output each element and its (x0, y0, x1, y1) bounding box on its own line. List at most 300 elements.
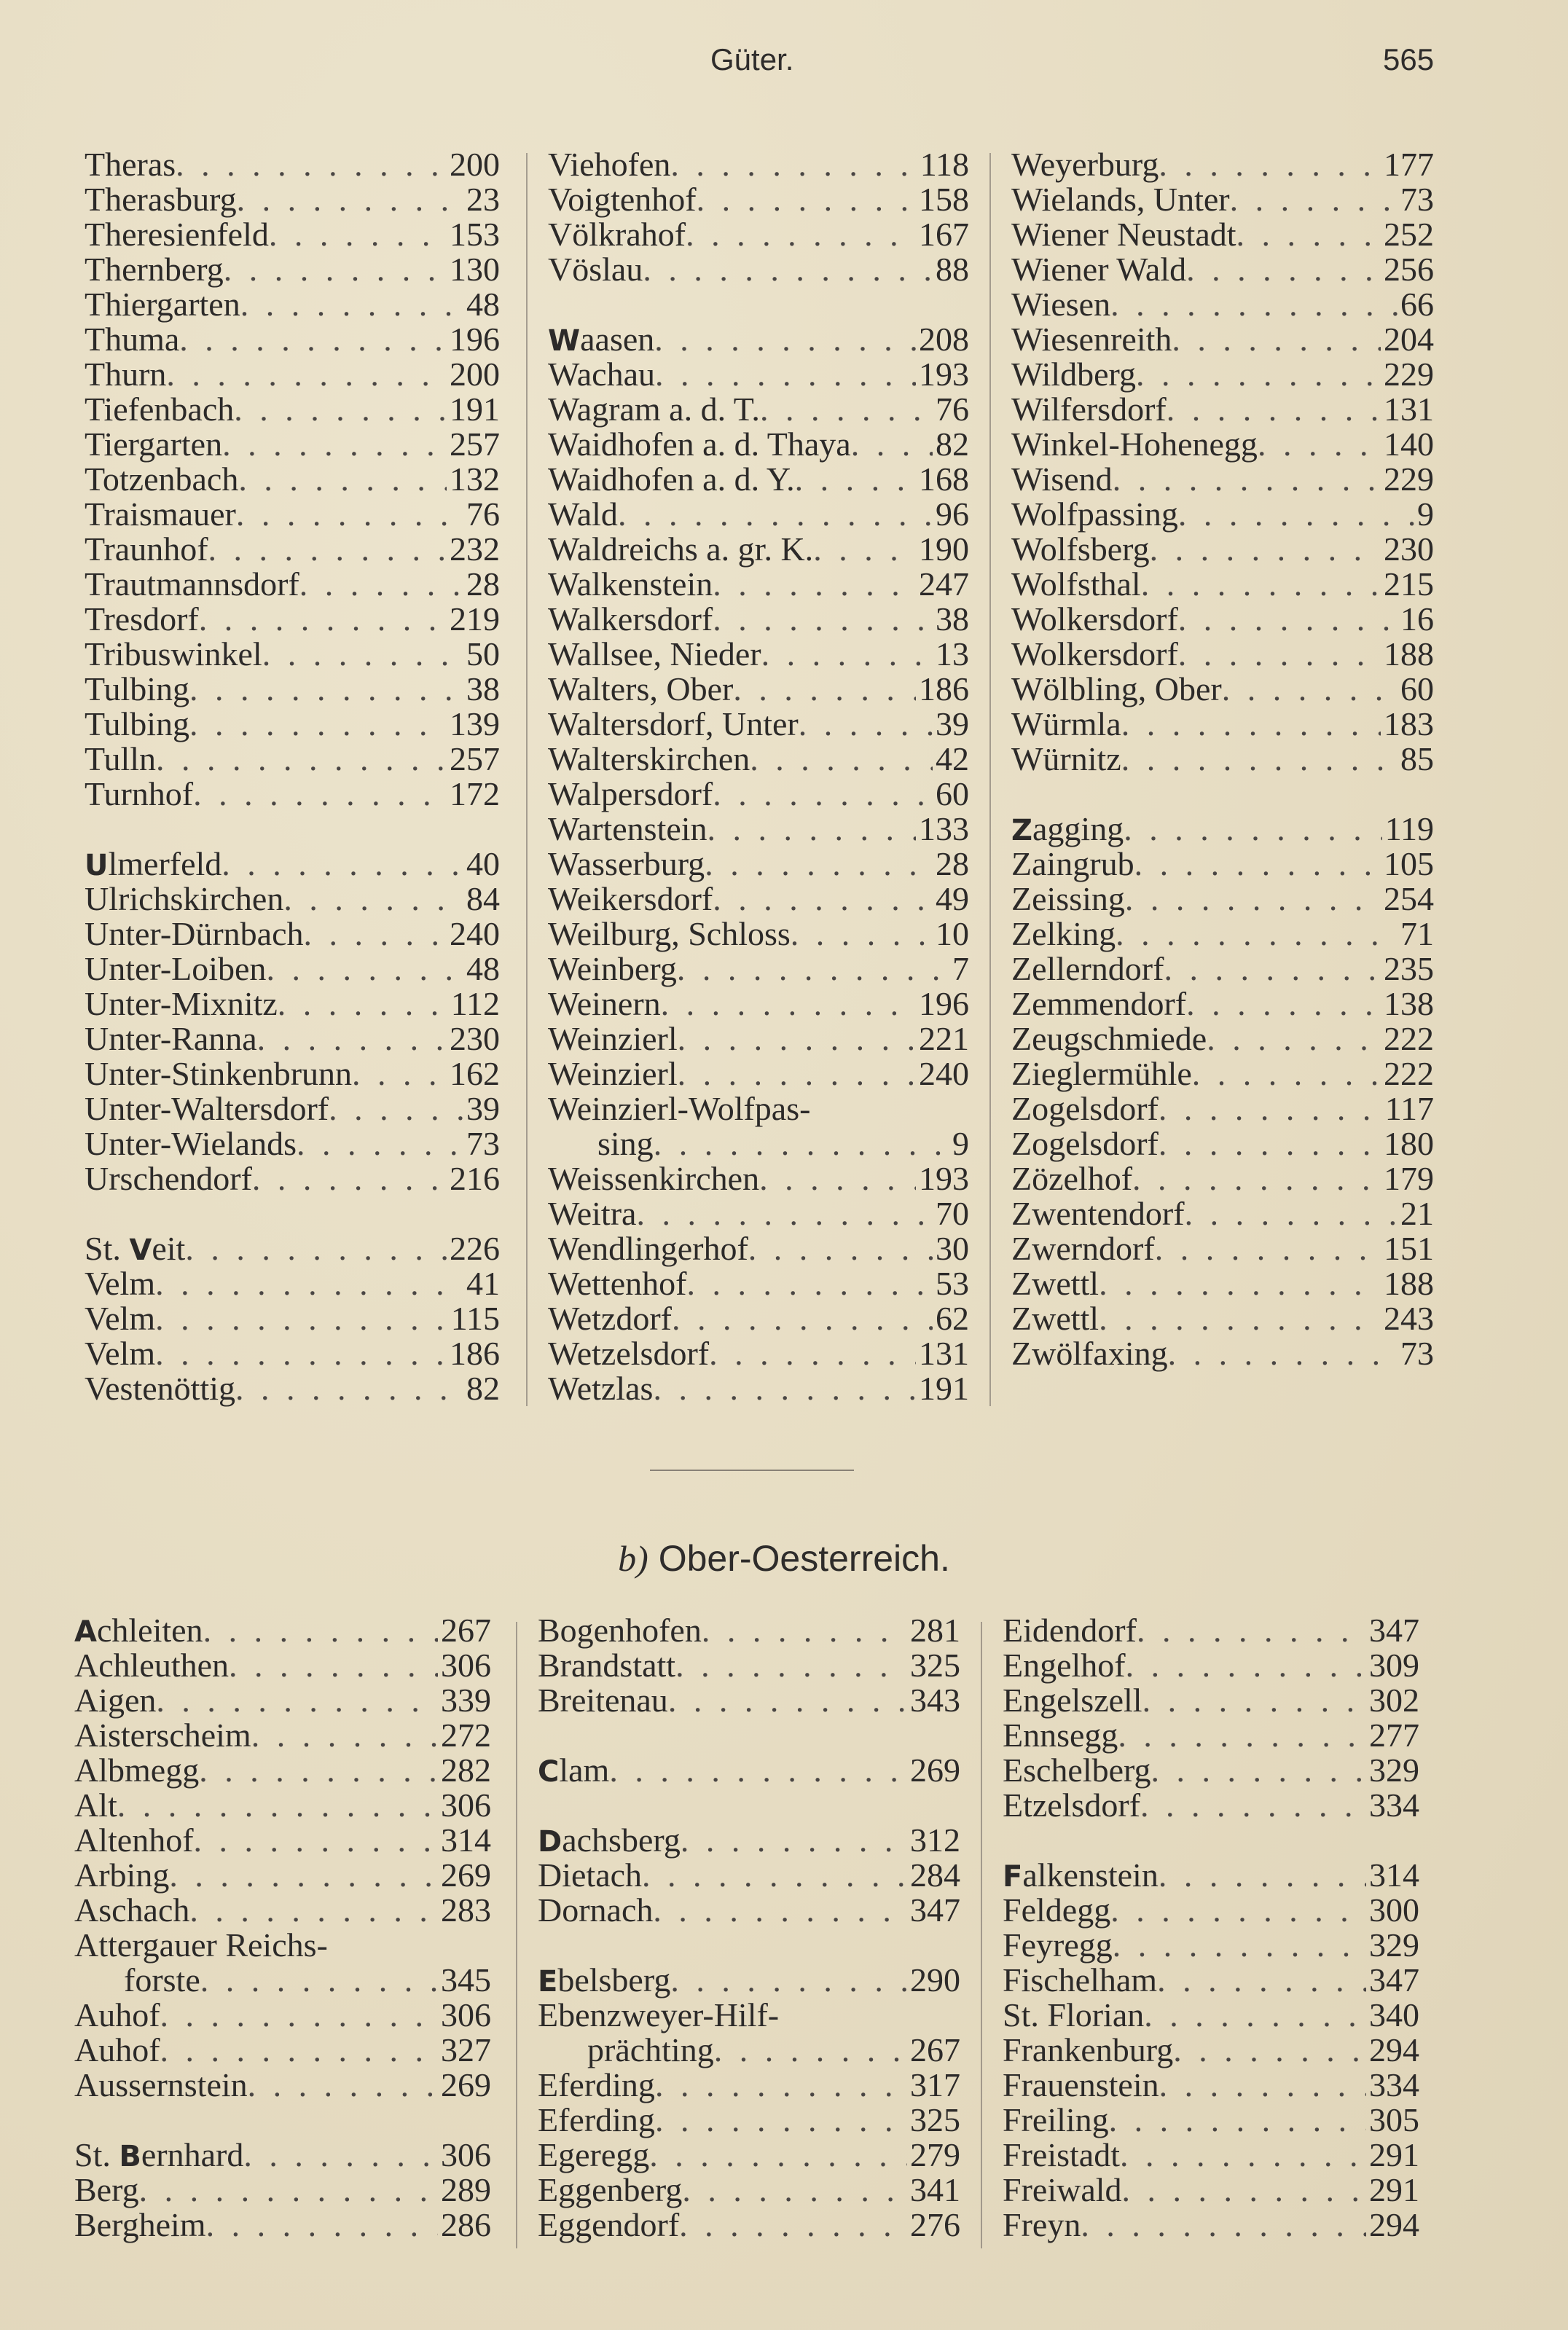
entry-page: 180 (1384, 1128, 1434, 1162)
entry-page: 38 (936, 603, 969, 638)
leader-dots (760, 393, 933, 428)
entry-page: 21 (1400, 1198, 1434, 1232)
leader-dots (352, 1058, 447, 1093)
entry-text: Zeugschmiede (1011, 1023, 1207, 1057)
index-entry (74, 2139, 491, 2174)
index-entry (74, 1999, 491, 2034)
entry-page: 347 (910, 1894, 960, 1929)
entry-text: Waldreichs a. gr. K. (548, 533, 814, 568)
leader-dots (222, 848, 463, 883)
entry-name (548, 498, 618, 533)
index-entry (1003, 2069, 1419, 2104)
index-entry (538, 1615, 960, 1650)
index-entry (1011, 883, 1434, 918)
index-entry (1003, 2034, 1419, 2069)
entry-text: Feldegg (1003, 1894, 1111, 1929)
entry-page: 286 (441, 2209, 491, 2243)
leader-dots (748, 1233, 933, 1268)
entry-text: Eidendorf (1003, 1615, 1137, 1649)
entry-name (1011, 1338, 1168, 1373)
entry-initial: B (119, 2140, 141, 2173)
entry-text: Thernberg (85, 254, 224, 288)
entry-name (548, 603, 713, 638)
index-entry (74, 1719, 491, 1754)
leader-dots (1118, 1719, 1366, 1754)
entry-text: Unter-Ranna (85, 1023, 257, 1057)
entry-page: 300 (1369, 1894, 1419, 1929)
entry-name (74, 2174, 139, 2209)
index-entry (74, 1894, 491, 1929)
entry-name (85, 1268, 155, 1303)
entry-page: 168 (919, 463, 969, 498)
index-entry (74, 1615, 491, 1650)
entry-page: 162 (450, 1058, 500, 1092)
entry-page: 229 (1384, 358, 1434, 393)
leader-dots (795, 463, 916, 498)
section-separator (650, 1470, 854, 1471)
entry-page: 215 (1384, 568, 1434, 603)
entry-page: 153 (450, 219, 500, 253)
entry-text: Thurn (85, 358, 167, 393)
index-entry (538, 2034, 960, 2069)
leader-dots (1167, 393, 1381, 428)
entry-name (1011, 848, 1134, 883)
entry-name (548, 323, 654, 358)
entry-page: 269 (441, 2069, 491, 2103)
entry-text: Wendlingerhof (548, 1233, 748, 1267)
index-entry (1011, 603, 1434, 638)
leader-dots (1141, 568, 1381, 603)
entry-initial: E (538, 1965, 558, 1998)
leader-dots (697, 184, 916, 219)
entry-name (548, 1373, 653, 1408)
index-entry (548, 1023, 969, 1058)
entry-text: prächting (587, 2034, 714, 2068)
entry-name (1011, 813, 1124, 848)
entry-page: 334 (1369, 1789, 1419, 1824)
entry-name (548, 568, 713, 603)
entry-text: Altenhof (74, 1824, 194, 1859)
entry-name (1011, 603, 1178, 638)
entry-name (85, 1093, 329, 1128)
entry-page: 73 (1400, 1338, 1434, 1372)
index-entry (548, 673, 969, 708)
leader-dots (189, 1894, 438, 1929)
index-entry (548, 603, 969, 638)
entry-text: Zwettl (1011, 1268, 1099, 1302)
leader-dots (1142, 1684, 1366, 1719)
entry-page: 305 (1369, 2104, 1419, 2138)
entry-text: chleiten (96, 1615, 203, 1649)
entry-text: Walkersdorf (548, 603, 713, 638)
entry-name (85, 1023, 257, 1058)
entry-page: 279 (910, 2139, 960, 2173)
entry-page: 267 (441, 1615, 491, 1649)
entry-name (85, 918, 304, 953)
leader-dots (193, 778, 447, 813)
entry-page: 82 (466, 1373, 500, 1407)
entry-name (85, 568, 299, 603)
index-entry (1011, 149, 1434, 184)
index-entry (538, 1894, 960, 1929)
entry-name (1011, 358, 1136, 393)
entry-page: 16 (1400, 603, 1434, 638)
index-entry (538, 1999, 960, 2034)
entry-page: 186 (450, 1338, 500, 1372)
entry-name (1011, 708, 1121, 743)
entry-text: Unter-Dürnbach (85, 918, 304, 952)
leader-dots (155, 1268, 463, 1303)
entry-page: 191 (919, 1373, 969, 1407)
entry-text: Albmegg (74, 1754, 200, 1789)
entry-text: Unter-Mixnitz (85, 988, 278, 1022)
spacer (538, 1929, 960, 1964)
entry-initial: U (85, 849, 109, 882)
entry-text: Wolkersdorf (1011, 603, 1178, 638)
entry-text: Wald (548, 498, 618, 533)
entry-name (1003, 1859, 1159, 1894)
entry-text: Weikersdorf (548, 883, 713, 917)
index-entry (548, 813, 969, 848)
leader-dots (1157, 1964, 1366, 1999)
index-entry (548, 1058, 969, 1093)
leader-dots (681, 1824, 907, 1859)
index-entry (1003, 1929, 1419, 1964)
leader-dots (1186, 988, 1381, 1023)
entry-page: 235 (1384, 953, 1434, 987)
index-entry (1011, 918, 1434, 953)
entry-name (1011, 289, 1110, 323)
leader-dots (1081, 2209, 1366, 2244)
leader-dots (179, 323, 447, 358)
leader-dots (1168, 1338, 1398, 1373)
entry-page: 317 (910, 2069, 960, 2103)
leader-dots (702, 1615, 907, 1650)
entry-text: Freyn (1003, 2209, 1081, 2243)
entry-page: 329 (1369, 1754, 1419, 1789)
index-entry (548, 638, 969, 673)
entry-text: Zwerndorf (1011, 1233, 1155, 1267)
entry-text: Wagram a. d. T. (548, 393, 760, 428)
entry-text: Wiesenreith (1011, 323, 1172, 358)
entry-text: Urschendorf (85, 1163, 252, 1197)
entry-name (74, 1964, 200, 1999)
leader-dots (713, 778, 933, 813)
entry-text: Velm (85, 1268, 156, 1302)
entry-page: 191 (450, 393, 500, 428)
leader-dots (1122, 2174, 1366, 2209)
leader-dots (705, 848, 933, 883)
entry-name (548, 988, 661, 1023)
index-entry (1011, 184, 1434, 219)
entry-name (1011, 1268, 1099, 1303)
entry-text: Vestenöttig (85, 1373, 235, 1407)
entry-page: 10 (936, 918, 969, 952)
leader-dots (297, 1128, 463, 1163)
leader-dots (709, 1338, 916, 1373)
entry-text: Völkrahof (548, 219, 686, 253)
leader-dots (139, 2174, 438, 2209)
entry-page: 294 (1369, 2209, 1419, 2243)
index-entry (548, 708, 969, 743)
index-entry (85, 358, 500, 393)
index-entry (85, 708, 500, 743)
entry-page: 257 (450, 428, 500, 463)
index-entry (548, 254, 969, 289)
index-entry (1011, 1303, 1434, 1338)
index-entry (85, 1128, 500, 1163)
index-entry (548, 778, 969, 813)
entry-text: Unter-Wielands (85, 1128, 297, 1162)
index-entry (538, 1824, 960, 1859)
spacer (1011, 778, 1434, 813)
index-entry (1011, 848, 1434, 883)
leader-dots (1110, 289, 1398, 323)
index-entry (85, 568, 500, 603)
leader-dots (1121, 708, 1381, 743)
entry-text: Weitra (548, 1198, 637, 1232)
entry-text: Traismauer (85, 498, 236, 533)
index-entry (1011, 1338, 1434, 1373)
index-entry (1011, 1023, 1434, 1058)
entry-text: Wolkersdorf (1011, 638, 1178, 672)
entry-page: 281 (910, 1615, 960, 1649)
entry-name (548, 358, 655, 393)
entry-text: alkenstein (1022, 1859, 1159, 1894)
entry-text: eit (152, 1233, 186, 1267)
entry-page: 62 (936, 1303, 969, 1337)
entry-name (85, 1233, 185, 1268)
entry-name (1003, 1650, 1126, 1684)
entry-text: Thuma (85, 323, 180, 358)
entry-name (1003, 2174, 1122, 2209)
entry-text: Waidhofen a. d. Y. (548, 463, 795, 498)
entry-text: Arbing (74, 1859, 170, 1894)
entry-initial: Z (1011, 814, 1033, 847)
index-entry (548, 1233, 969, 1268)
entry-name (85, 463, 238, 498)
entry-name (85, 428, 222, 463)
leader-dots (156, 743, 447, 778)
leader-dots (257, 1023, 447, 1058)
entry-text: Aigen (74, 1684, 157, 1719)
entry-name (85, 883, 283, 918)
leader-dots (235, 1373, 463, 1408)
entry-initial: F (1003, 1860, 1023, 1894)
index-entry (548, 1338, 969, 1373)
entry-text: Tresdorf (85, 603, 199, 638)
entry-name (74, 1684, 156, 1719)
index-entry (85, 463, 500, 498)
entry-page: 254 (1384, 883, 1434, 917)
spacer (538, 1789, 960, 1824)
leader-dots (654, 323, 916, 358)
entry-text: Aisterscheim (74, 1719, 251, 1754)
entry-page: 42 (936, 743, 969, 777)
entry-text: Unter-Stinkenbrunn (85, 1058, 353, 1092)
index-entry (85, 1268, 500, 1303)
entry-text: Theresienfeld (85, 219, 269, 253)
entry-name (548, 1023, 678, 1058)
entry-name (1011, 673, 1222, 708)
entry-text: Velm (85, 1338, 156, 1372)
entry-name (538, 1894, 653, 1929)
entry-text: Aschach (74, 1894, 190, 1929)
leader-dots (654, 1128, 949, 1163)
entry-page: 60 (936, 778, 969, 812)
index-entry (1011, 708, 1434, 743)
entry-name (1011, 953, 1164, 988)
entry-text: Zemmendorf (1011, 988, 1187, 1022)
index-entry (548, 393, 969, 428)
leader-dots (160, 1999, 438, 2034)
entry-text: Eggenberg (538, 2174, 683, 2208)
entry-text: Wölbling, Ober (1011, 673, 1222, 707)
entry-name (85, 603, 199, 638)
index-entry (1011, 1163, 1434, 1198)
leader-dots (733, 673, 916, 708)
index-entry (1003, 1964, 1419, 1999)
entry-text: Weinzierl (548, 1058, 678, 1092)
index-entry (85, 1058, 500, 1093)
index-entry (85, 1373, 500, 1408)
entry-page: 306 (441, 2139, 491, 2173)
leader-dots (240, 289, 463, 323)
index-entry (85, 428, 500, 463)
leader-dots (283, 883, 463, 918)
section-heading (0, 1537, 1568, 1580)
entry-text: lmerfeld (108, 848, 222, 882)
entry-name (1011, 638, 1178, 673)
entry-page: 71 (1400, 918, 1434, 952)
leader-dots (156, 1684, 438, 1719)
leader-dots (155, 1338, 447, 1373)
index-entry (74, 2034, 491, 2069)
index-entry (1011, 1058, 1434, 1093)
leader-dots (269, 219, 447, 254)
entry-text: Weinzierl-Wolfpas- (548, 1093, 811, 1127)
index-entry (74, 1789, 491, 1824)
entry-name (85, 219, 269, 254)
entry-page: 84 (466, 883, 500, 917)
index-entry (85, 1338, 500, 1373)
index-entry (1011, 1198, 1434, 1233)
entry-page: 222 (1384, 1023, 1434, 1057)
entry-name (74, 1754, 199, 1789)
entry-page: 283 (441, 1894, 491, 1929)
spacer (85, 1198, 500, 1233)
entry-page: 290 (910, 1964, 960, 1998)
entry-name (85, 184, 237, 219)
leader-dots (759, 1163, 916, 1198)
leader-dots (160, 2034, 438, 2069)
index-entry (548, 1128, 969, 1163)
leader-dots (677, 953, 949, 988)
entry-page: 13 (936, 638, 969, 672)
entry-name (74, 1894, 189, 1929)
entry-name (548, 184, 697, 219)
leader-dots (208, 533, 447, 568)
entry-page: 167 (919, 219, 969, 253)
leader-dots (1236, 219, 1381, 254)
leader-dots (1136, 358, 1381, 393)
entry-name (85, 1373, 235, 1408)
entry-page: 28 (466, 568, 500, 603)
leader-dots (203, 1615, 438, 1650)
entry-text: Zwölfaxing (1011, 1338, 1168, 1372)
entry-text: Breitenau (538, 1684, 668, 1719)
index-entry (548, 1373, 969, 1408)
entry-text: Engelhof (1003, 1650, 1126, 1684)
entry-page: 302 (1369, 1684, 1419, 1719)
entry-page: 232 (450, 533, 500, 568)
entry-text: Trautmannsdorf (85, 568, 299, 603)
entry-name (538, 2174, 682, 2209)
entry-text: Eferding (538, 2104, 655, 2138)
index-entry (1003, 1650, 1419, 1684)
leader-dots (189, 708, 447, 743)
entry-page: 119 (1384, 813, 1434, 847)
leader-dots (813, 533, 916, 568)
entry-page: 226 (450, 1233, 500, 1267)
index-entry (85, 323, 500, 358)
entry-page: 294 (1369, 2034, 1419, 2068)
leader-dots (1178, 498, 1414, 533)
entry-text: Turnhof (85, 778, 194, 812)
entry-name (85, 1338, 155, 1373)
leader-dots (1222, 673, 1398, 708)
index-entry (548, 1268, 969, 1303)
entry-page: 216 (450, 1163, 500, 1197)
entry-text: Fischelham (1003, 1964, 1158, 1998)
entry-page: 193 (919, 1163, 969, 1197)
entry-text: Wallsee, Nieder (548, 638, 761, 672)
index-entry (85, 953, 500, 988)
entry-text: achsberg (562, 1824, 681, 1859)
entry-name (548, 1093, 810, 1128)
entry-text: Zeissing (1011, 883, 1125, 917)
entry-name (1011, 428, 1258, 463)
leader-dots (761, 638, 933, 673)
leader-dots (1126, 1650, 1366, 1684)
entry-text: Freiwald (1003, 2174, 1122, 2208)
entry-name (85, 778, 193, 813)
leader-dots (1125, 883, 1381, 918)
entry-name (538, 1684, 668, 1719)
entry-page: 76 (466, 498, 500, 533)
entry-text: Aussernstein (74, 2069, 248, 2103)
leader-dots (653, 1373, 916, 1408)
entry-name (548, 149, 670, 184)
index-entry (85, 254, 500, 289)
leader-dots (1159, 1859, 1366, 1894)
entry-name (548, 219, 686, 254)
entry-name (1003, 2209, 1081, 2244)
leader-dots (672, 1303, 933, 1338)
leader-dots (248, 2069, 438, 2104)
entry-name (1011, 184, 1230, 219)
entry-name (548, 1233, 748, 1268)
leader-dots (661, 988, 916, 1023)
index-entry (1003, 1615, 1419, 1650)
entry-page: 347 (1369, 1964, 1419, 1998)
entry-name (548, 393, 760, 428)
entry-name (1011, 883, 1125, 918)
entry-name (1011, 1093, 1159, 1128)
entry-page: 252 (1384, 219, 1434, 253)
index-entry (74, 2174, 491, 2209)
index-entry (538, 1964, 960, 1999)
